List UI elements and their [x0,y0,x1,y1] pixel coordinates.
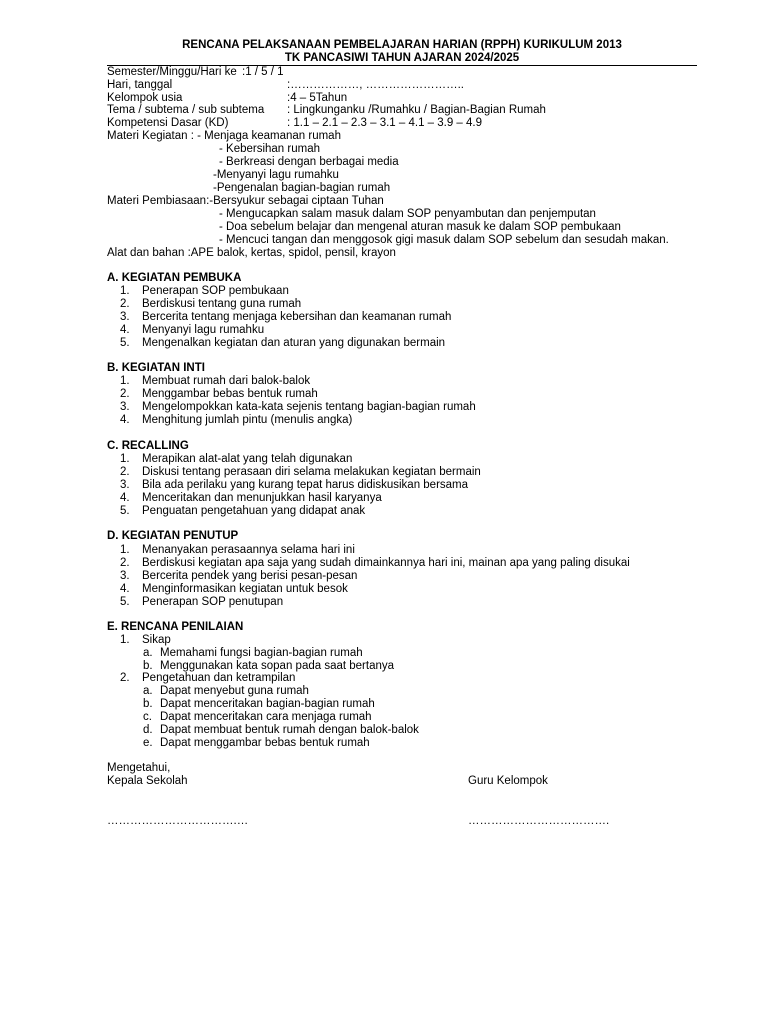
list-number: 5. [120,505,130,517]
teacher-signature-line: ………………………………. [468,815,610,827]
list-number: 4. [120,414,130,426]
list-item: Bercerita tentang menjaga kebersihan dan keamanan rumah [142,311,452,323]
kd-value: : 1.1 – 2.1 – 2.3 – 3.1 – 4.1 – 3.9 – 4.9 [287,117,483,129]
list-item: Memahami fungsi bagian-bagian rumah [160,647,363,659]
list-number: 3. [120,479,130,491]
section-c-title: C. RECALLING [107,440,189,452]
list-number: 5. [120,337,130,349]
list-item: Berdiskusi kegiatan apa saja yang sudah dimainkannya hari ini, mainan apa yang paling disukai [142,557,630,569]
list-item: Penerapan SOP pembukaan [142,285,289,297]
theme-value: : Lingkunganku /Rumahku / Bagian-Bagian Rumah [287,104,546,116]
list-item: Menghitung jumlah pintu (menulis angka) [142,414,353,426]
list-item: Mengelompokkan kata-kata sejenis tentang bagian-bagian rumah [142,401,476,413]
age-value: :4 – 5Tahun [287,92,348,104]
age-label: Kelompok usia [107,92,183,104]
list-item: Membuat rumah dari balok-balok [142,375,311,387]
list-letter: a. [143,685,153,697]
section-d-title: D. KEGIATAN PENUTUP [107,530,239,542]
list-number: 3. [120,401,130,413]
list-item: Diskusi tentang perasaan diri selama melakukan kegiatan bermain [142,466,481,478]
date-label: Hari, tanggal [107,79,173,91]
list-item: Menggunakan kata sopan pada saat bertanya [160,660,395,672]
list-number: 1. [120,285,130,297]
list-item: Dapat menceritakan bagian-bagian rumah [160,698,375,710]
list-item: Merapikan alat-alat yang telah digunakan [142,453,353,465]
list-item: Dapat menyebut guna rumah [160,685,309,697]
section-a-title: A. KEGIATAN PEMBUKA [107,272,242,284]
list-item: Dapat menggambar bebas bentuk rumah [160,737,370,749]
list-number: 3. [120,570,130,582]
semester-label: Semester/Minggu/Hari ke [107,66,237,78]
principal-signature-line: …………………………….… [107,815,249,827]
list-item: Menginformasikan kegiatan untuk besok [142,583,348,595]
semester-value: :1 / 5 / 1 [242,66,284,78]
list-number: 2. [120,672,130,684]
list-item: Dapat membuat bentuk rumah dengan balok-balok [160,724,419,736]
materi-label: Materi Kegiatan : - Menjaga keamanan rumah [107,130,341,142]
list-item: Menceritakan dan menunjukkan hasil karyanya [142,492,382,504]
list-item: Pengetahuan dan ketrampilan [142,672,296,684]
materi-item: - Kebersihan rumah [219,143,320,155]
list-number: 4. [120,324,130,336]
list-item: Bercerita pendek yang berisi pesan-pesan [142,570,358,582]
section-b-title: B. KEGIATAN INTI [107,362,205,374]
list-item: Mengenalkan kegiatan dan aturan yang digunakan bermain [142,337,446,349]
list-item: Menggambar bebas bentuk rumah [142,388,318,400]
pembiasaan-label: Materi Pembiasaan:-Bersyukur sebagai ciptaan Tuhan [107,195,384,207]
teacher-label: Guru Kelompok [468,775,548,787]
list-number: 2. [120,557,130,569]
list-number: 1. [120,375,130,387]
list-number: 2. [120,298,130,310]
list-letter: e. [143,737,153,749]
list-letter: b. [143,698,153,710]
document-subtitle: TK PANCASIWI TAHUN AJARAN 2024/2025 [284,52,520,64]
list-letter: b. [143,660,153,672]
materi-item: - Berkreasi dengan berbagai media [219,156,399,168]
list-number: 1. [120,544,130,556]
list-number: 1. [120,453,130,465]
list-number: 4. [120,492,130,504]
materi-item: -Menyanyi lagu rumahku [213,169,339,181]
list-item: Berdiskusi tentang guna rumah [142,298,302,310]
list-letter: d. [143,724,153,736]
pembiasaan-item: - Mengucapkan salam masuk dalam SOP penyambutan dan penjemputan [219,208,596,220]
list-item: Sikap [142,634,171,646]
list-item: Dapat menceritakan cara menjaga rumah [160,711,372,723]
list-item: Menyanyi lagu rumahku [142,324,265,336]
list-number: 2. [120,388,130,400]
list-letter: c. [143,711,152,723]
list-item: Penerapan SOP penutupan [142,596,284,608]
date-value: :………………, …………………….. [287,79,464,91]
section-e-title: E. RENCANA PENILAIAN [107,621,244,633]
list-number: 5. [120,596,130,608]
list-item: Bila ada perilaku yang kurang tepat harus didiskusikan bersama [142,479,469,491]
pembiasaan-item: - Mencuci tangan dan menggosok gigi masuk dalam SOP sebelum dan sesudah makan. [219,234,669,246]
list-number: 3. [120,311,130,323]
list-number: 4. [120,583,130,595]
document-title: RENCANA PELAKSANAAN PEMBELAJARAN HARIAN (RPPH) KURIKULUM 2013 [182,39,622,51]
acknowledged-label: Mengetahui, [107,762,171,774]
list-letter: a. [143,647,153,659]
kd-label: Kompetensi Dasar (KD) [107,117,229,129]
tools-label: Alat dan bahan :APE balok, kertas, spidol, pensil, krayon [107,247,396,259]
principal-label: Kepala Sekolah [107,775,188,787]
list-item: Menanyakan perasaannya selama hari ini [142,544,355,556]
list-item: Penguatan pengetahuan yang didapat anak [142,505,366,517]
list-number: 1. [120,634,130,646]
theme-label: Tema / subtema / sub subtema [107,104,265,116]
materi-item: -Pengenalan bagian-bagian rumah [213,182,391,194]
pembiasaan-item: - Doa sebelum belajar dan mengenal aturan masuk ke dalam SOP pembukaan [219,221,621,233]
list-number: 2. [120,466,130,478]
